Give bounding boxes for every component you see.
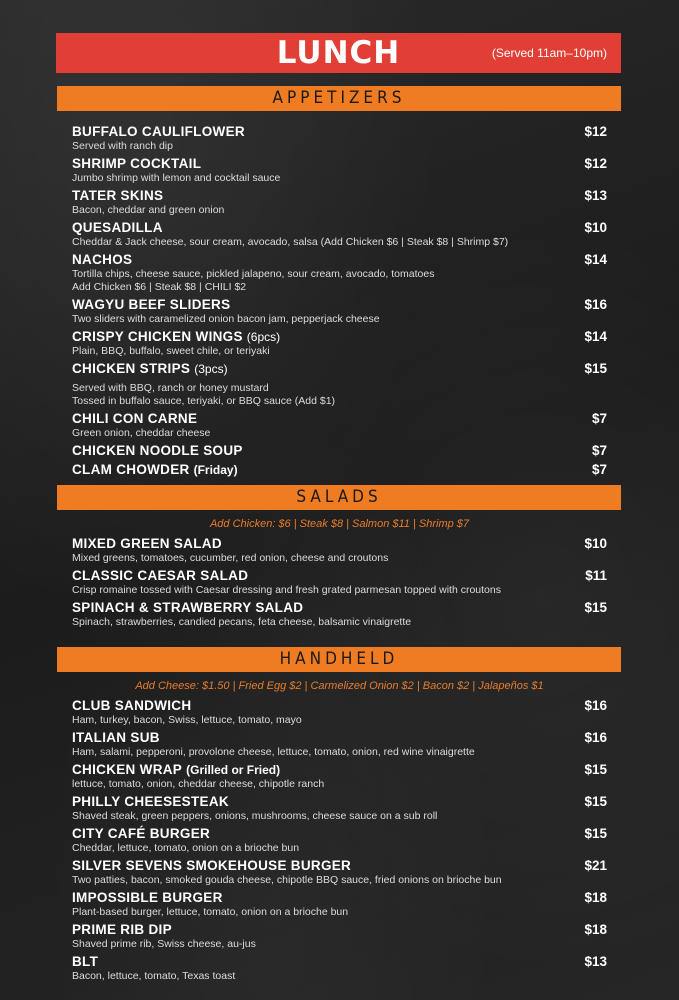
- item-description: Plant-based burger, lettuce, tomato, onion on a brioche bun: [72, 906, 349, 918]
- item-description: Tossed in buffalo sauce, teriyaki, or BBQ sauce (Add $1): [72, 395, 336, 407]
- item-price: $14: [584, 252, 607, 267]
- item-description: Spinach, strawberries, candied pecans, feta cheese, balsamic vinaigrette: [72, 616, 412, 628]
- item-description: Ham, salami, pepperoni, provolone cheese, lettuce, tomato, onion, red wine vinaigrette: [72, 746, 475, 758]
- item-price: $10: [584, 220, 607, 235]
- item-price: $7: [591, 462, 607, 477]
- section-bar-handheld: [57, 647, 621, 672]
- item-name-text: SHRIMP COCKTAIL: [72, 156, 202, 171]
- item-name: [72, 730, 607, 746]
- item-price: $14: [584, 329, 607, 344]
- item-name: [72, 826, 607, 842]
- item-name-text: CHICKEN WRAP: [72, 762, 183, 777]
- item-name-text: BLT: [72, 954, 99, 969]
- menu-item: [72, 698, 607, 727]
- menu-item: [72, 124, 607, 153]
- menu-item: [72, 600, 607, 629]
- menu-item: [72, 794, 607, 823]
- item-name: [72, 443, 607, 459]
- menu-item: [72, 252, 607, 294]
- menu-item: [72, 730, 607, 759]
- item-qualifier: (6pcs): [246, 330, 281, 344]
- item-qualifier: (Grilled or Fried): [186, 763, 281, 777]
- item-description: Plain, BBQ, buffalo, sweet chile, or teriyaki: [72, 345, 270, 357]
- menu-item: [72, 297, 607, 326]
- item-price: $13: [584, 954, 607, 969]
- item-name-text: ITALIAN SUB: [72, 730, 160, 745]
- section-appetizers: [72, 124, 607, 481]
- item-name-text: WAGYU BEEF SLIDERS: [72, 297, 231, 312]
- item-name-text: PHILLY CHEESESTEAK: [72, 794, 229, 809]
- item-description: Shaved prime rib, Swiss cheese, au-jus: [72, 938, 256, 950]
- item-description: Bacon, lettuce, tomato, Texas toast: [72, 970, 236, 982]
- section-title: SALADS: [296, 487, 382, 507]
- menu-item: [72, 922, 607, 951]
- item-name-text: CITY CAFÉ BURGER: [72, 826, 211, 841]
- item-name: [72, 762, 607, 778]
- menu-title: LUNCH: [276, 35, 401, 71]
- item-name: [72, 124, 607, 140]
- section-bar-appetizers: [57, 86, 621, 111]
- item-price: $11: [585, 568, 607, 583]
- item-name: [72, 361, 607, 377]
- item-name: [72, 794, 607, 810]
- item-price: $10: [584, 536, 607, 551]
- item-name-text: SILVER SEVENS SMOKEHOUSE BURGER: [72, 858, 352, 873]
- item-price: $15: [584, 826, 607, 841]
- menu-item: [72, 536, 607, 565]
- menu-item: [72, 188, 607, 217]
- item-price: $15: [584, 361, 607, 376]
- item-name-text: CHICKEN NOODLE SOUP: [72, 443, 243, 458]
- menu-item: [72, 411, 607, 440]
- item-price: $7: [591, 443, 607, 458]
- menu-item: [72, 462, 607, 478]
- item-description: Two patties, bacon, smoked gouda cheese, chipotle BBQ sauce, fried onions on brioche bun: [72, 874, 502, 886]
- item-name-text: CLUB SANDWICH: [72, 698, 192, 713]
- section-handheld: [72, 680, 607, 986]
- item-description: Ham, turkey, bacon, Swiss, lettuce, tomato, mayo: [72, 714, 302, 726]
- lunch-title-bar: [56, 33, 621, 73]
- item-price: $16: [584, 297, 607, 312]
- item-name: [72, 220, 607, 236]
- item-price: $21: [584, 858, 607, 873]
- menu-item: [72, 329, 607, 358]
- item-name: [72, 568, 607, 584]
- item-name: [72, 297, 607, 313]
- item-price: $12: [584, 156, 607, 171]
- menu-item: [72, 361, 607, 408]
- item-price: $13: [584, 188, 607, 203]
- item-price: $15: [584, 794, 607, 809]
- item-description: Cheddar & Jack cheese, sour cream, avocado, salsa (Add Chicken $6 | Steak $8 | Shrimp $7): [72, 236, 509, 248]
- item-name-text: CHICKEN STRIPS: [72, 361, 191, 376]
- menu-item: [72, 858, 607, 887]
- item-name: [72, 462, 607, 478]
- menu-item: [72, 568, 607, 597]
- section-title: APPETIZERS: [272, 88, 406, 108]
- item-price: $18: [584, 922, 607, 937]
- section-title: HANDHELD: [279, 649, 399, 669]
- menu-item: [72, 954, 607, 983]
- section-note: Add Chicken: $6 | Steak $8 | Salmon $11 | Shrimp $7: [209, 518, 470, 530]
- item-name: [72, 600, 607, 616]
- item-description: Shaved steak, green peppers, onions, mushrooms, cheese sauce on a sub roll: [72, 810, 438, 822]
- item-description: Add Chicken $6 | Steak $8 | CHILI $2: [72, 281, 247, 293]
- item-name: [72, 954, 607, 970]
- item-name-text: TATER SKINS: [72, 188, 164, 203]
- item-name-text: QUESADILLA: [72, 220, 163, 235]
- item-name: [72, 858, 607, 874]
- menu-item: [72, 220, 607, 249]
- menu-item: [72, 443, 607, 459]
- item-name-text: CRISPY CHICKEN WINGS: [72, 329, 243, 344]
- item-name: [72, 329, 607, 345]
- menu-item: [72, 762, 607, 791]
- item-name-text: PRIME RIB DIP: [72, 922, 172, 937]
- item-name: [72, 156, 607, 172]
- item-name-text: IMPOSSIBLE BURGER: [72, 890, 223, 905]
- item-price: $18: [584, 890, 607, 905]
- item-description: Served with BBQ, ranch or honey mustard: [72, 382, 269, 394]
- item-name: [72, 411, 607, 427]
- section-note: Add Cheese: $1.50 | Fried Egg $2 | Carmelized Onion $2 | Bacon $2 | Jalapeños $1: [135, 680, 544, 692]
- item-description: Tortilla chips, cheese sauce, pickled jalapeno, sour cream, avocado, tomatoes: [72, 268, 435, 280]
- item-name: [72, 698, 607, 714]
- menu-item: [72, 826, 607, 855]
- item-qualifier: (3pcs): [194, 362, 228, 376]
- item-price: $16: [584, 730, 607, 745]
- item-name: [72, 188, 607, 204]
- item-name: [72, 890, 607, 906]
- item-name-text: CLASSIC CAESAR SALAD: [72, 568, 249, 583]
- item-qualifier: (Friday): [193, 463, 238, 477]
- item-name-text: CHILI CON CARNE: [72, 411, 198, 426]
- menu-item: [72, 156, 607, 185]
- item-price: $15: [584, 600, 607, 615]
- item-price: $12: [584, 124, 607, 139]
- item-name-text: CLAM CHOWDER: [72, 462, 190, 477]
- item-price: $16: [584, 698, 607, 713]
- menu-item: [72, 890, 607, 919]
- item-description: Served with ranch dip: [72, 140, 173, 152]
- section-salads: [72, 518, 607, 632]
- item-description: Cheddar, lettuce, tomato, onion on a brioche bun: [72, 842, 300, 854]
- item-name: [72, 536, 607, 552]
- item-name: [72, 252, 607, 268]
- item-description: lettuce, tomato, onion, cheddar cheese, chipotle ranch: [72, 778, 325, 790]
- item-description: Bacon, cheddar and green onion: [72, 204, 225, 216]
- item-name-text: BUFFALO CAULIFLOWER: [72, 124, 245, 139]
- item-name-text: NACHOS: [72, 252, 133, 267]
- item-description: Jumbo shrimp with lemon and cocktail sauce: [72, 172, 281, 184]
- item-description: Green onion, cheddar cheese: [72, 427, 211, 439]
- section-bar-salads: [57, 485, 621, 510]
- item-description: Crisp romaine tossed with Caesar dressing and fresh grated parmesan topped with croutons: [72, 584, 501, 596]
- item-name: [72, 922, 607, 938]
- item-description: Mixed greens, tomatoes, cucumber, red onion, cheese and croutons: [72, 552, 389, 564]
- item-price: $7: [591, 411, 607, 426]
- item-name-text: SPINACH & STRAWBERRY SALAD: [72, 600, 304, 615]
- item-price: $15: [584, 762, 607, 777]
- item-name-text: MIXED GREEN SALAD: [72, 536, 222, 551]
- item-description: Two sliders with caramelized onion bacon jam, pepperjack cheese: [72, 313, 380, 325]
- served-hours: (Served 11am–10pm): [491, 46, 607, 60]
